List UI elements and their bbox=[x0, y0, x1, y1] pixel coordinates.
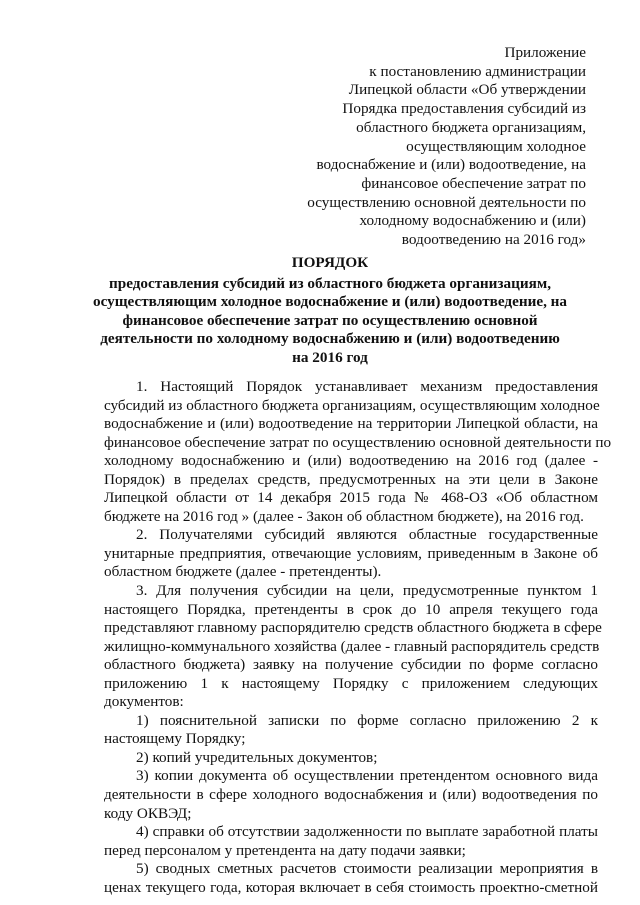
paragraph-line: 5) сводных сметных расчетов стоимости реализации мероприятия в bbox=[136, 860, 598, 878]
appendix-line: к постановлению администрации bbox=[369, 62, 586, 80]
appendix-line: осуществлению основной деятельности по bbox=[307, 193, 586, 211]
appendix-line: осуществляющим холодное bbox=[406, 137, 586, 155]
paragraph-line: деятельности в сфере холодного водоснабжения и (или) водоотведения по bbox=[104, 786, 598, 804]
appendix-line: водоснабжение и (или) водоотведение, на bbox=[316, 156, 586, 174]
paragraph-line: коду ОКВЭД; bbox=[104, 804, 192, 822]
paragraph bbox=[104, 860, 598, 897]
appendix-line: водоотведению на 2016 год» bbox=[401, 231, 586, 249]
title-line: предоставления субсидий из областного бюджета организациям, bbox=[109, 274, 551, 292]
paragraph-line: областном бюджете (далее - претенденты). bbox=[104, 563, 382, 581]
paragraph-line: 1. Настоящий Порядок устанавливает механизм предоставления bbox=[136, 378, 598, 395]
paragraph-line: 2) копий учредительных документов; bbox=[136, 748, 378, 766]
title-line: осуществляющим холодное водоснабжение и (или) водоотведение, на bbox=[92, 293, 568, 311]
document-body bbox=[104, 378, 612, 897]
title-line: деятельности по холодному водоснабжению и (или) водоотведению bbox=[100, 330, 560, 348]
paragraph-line: бюджете на 2016 год » (далее - Закон об областном бюджете), на 2016 год. bbox=[104, 507, 584, 525]
title-heading: ПОРЯДОК bbox=[291, 254, 369, 271]
paragraph-line: Липецкой области от 14 декабря 2015 года № 468-ОЗ «Об областном bbox=[104, 489, 598, 507]
paragraph-line: представляют главному распорядителю средств областного бюджета в сфере bbox=[104, 619, 602, 637]
paragraph-line: 1) пояснительной записки по форме согласно приложению 2 к bbox=[136, 711, 598, 729]
paragraph-line: приложению 1 к настоящему Порядку с приложением следующих bbox=[104, 674, 598, 692]
paragraph-line: настоящему Порядку; bbox=[104, 730, 246, 748]
paragraph-line: ценах текущего года, которая включает в себя стоимость проектно-сметной bbox=[104, 878, 598, 896]
paragraph-line: 4) справки об отсутствии задолженности по выплате заработной платы bbox=[136, 823, 598, 841]
paragraph bbox=[104, 749, 598, 768]
appendix-line: областного бюджета организациям, bbox=[356, 118, 586, 136]
paragraph-line: 3) копии документа об осуществлении претендентом основного вида bbox=[136, 767, 598, 785]
paragraph-line: унитарные предприятия, отвечающие условиям, приведенным в Законе об bbox=[104, 544, 598, 562]
paragraph bbox=[104, 767, 598, 823]
appendix-line: финансовое обеспечение затрат по bbox=[361, 174, 586, 192]
appendix-line: Приложение bbox=[504, 44, 586, 61]
paragraph-line: перед персоналом у претендента на дату подачи заявки; bbox=[104, 841, 466, 859]
appendix-line: Липецкой области «Об утверждении bbox=[348, 81, 586, 99]
paragraph bbox=[104, 378, 612, 526]
paragraph-line: субсидий из областного бюджета организациям, осуществляющим холодное bbox=[104, 396, 600, 414]
paragraph-line: 2. Получателями субсидий являются областные государственные bbox=[136, 526, 598, 544]
title-line: на 2016 год bbox=[292, 348, 368, 366]
paragraph-line: финансовое обеспечение затрат по осуществлению основной деятельности по bbox=[104, 433, 612, 451]
paragraph bbox=[104, 526, 598, 582]
appendix-reference bbox=[286, 44, 586, 250]
document-title bbox=[60, 254, 600, 368]
paragraph-line: жилищно-коммунального хозяйства (далее - главный распорядитель средств bbox=[104, 637, 600, 655]
paragraph-line: 3. Для получения субсидии на цели, предусмотренные пунктом 1 bbox=[136, 582, 598, 600]
paragraph-line: областного бюджета) заявку на получение субсидии по форме согласно bbox=[104, 656, 598, 674]
title-line: финансовое обеспечение затрат по осуществлению основной bbox=[122, 311, 538, 329]
paragraph bbox=[104, 582, 602, 712]
paragraph bbox=[104, 823, 598, 860]
paragraph-line: документов: bbox=[104, 693, 184, 711]
paragraph bbox=[104, 712, 598, 749]
paragraph-line: настоящего Порядка, претенденты в срок до 10 апреля текущего года bbox=[104, 600, 598, 618]
paragraph-line: водоснабжение и (или) водоотведение на территории Липецкой области, на bbox=[104, 415, 598, 433]
paragraph-line: холодному водоснабжению и (или) водоотведению на 2016 год (далее - bbox=[104, 452, 598, 470]
appendix-line: Порядка предоставления субсидий из bbox=[342, 100, 586, 118]
paragraph-line: Порядок) в пределах средств, предусмотренных на эти цели в Законе bbox=[104, 470, 598, 488]
appendix-line: холодному водоснабжению и (или) bbox=[359, 212, 586, 230]
